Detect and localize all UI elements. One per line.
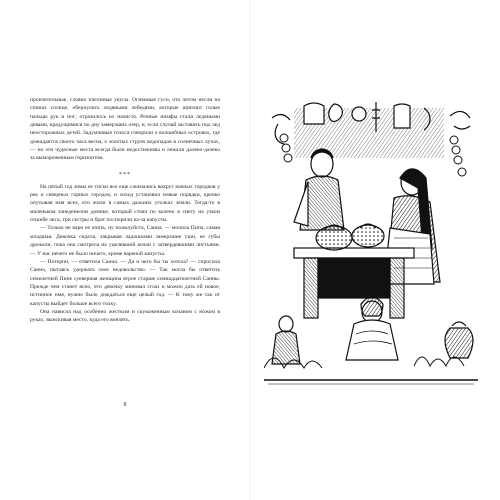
- paragraph-4: — Потерпи, — ответила Санна. — Да и чего бы ты хотела? — спросила Санна, пытаясь удержать злое недовольство. — Так могла бы ответить семилетней Пипе суеверная женщина втрое старше семнадцатилетней Санны. Прежде чем станет ясно, что девочку миновал сглаз и можно дать ей новое, истинное имя, нужно было дождаться еще целый год. — К тому же так от капусты выйдет больше всего толку.: [30, 258, 220, 307]
- gutter: [249, 0, 251, 500]
- section-separator: ***: [119, 171, 131, 178]
- page-number: 8: [123, 402, 127, 408]
- paragraph-5: Она нависла над особенно жестким и скукоженным кочаном с ножом в руках, выискивая место, куда его вонзить.: [30, 308, 220, 324]
- paragraph-3: — Только не вари ее опять, ну пожалуйста, Санна, — молила Пипа, самая младшая. Девочка сидела, закрывая ладошками замерзшие уши, ее губы дрожали, пока она смотрела на уцелевший кочан с затвердевшими листьями. — У нас нечего не было ничего, кроме вареной капусты.: [30, 225, 220, 257]
- paragraph-2: На пятый год зимы ее тиски все еще сжимались вокруг южных городков у рек и северных горных городов, и холод установил новые порядки, крепко опутывая имя всех, кто жили в самых дальних уголках земли. Тогда-то в маленьком занеденелом домике, который стоял по колено в снегу на узком отшибе леса, три сестры и брат поспорили из-за капусты.: [30, 183, 220, 224]
- paragraph-1: пронзительные, словно пчелиные укусы. Огненные гуси, что летом несли на спинах солнце, обернулись ледяными лебедями, которые щиплют голые пальцы рук и ног; отразилось их начисто. Речные нимфы стали ледяными девами, крадущимися по дну замерзших озер, и, если случай заставить под лед неосторожных детей. Задумчивые голоса говорили о волшебных островах, где дожидается своего часа весна, о золотых струях водопадов в солнечных лучах, — но эти чудесные места всегда были недостижимы и лежали далеко-далеко за вымороженным горизонтом.: [30, 97, 220, 162]
- woodcut-illustration-icon: [264, 98, 478, 390]
- text-column: [30, 96, 220, 325]
